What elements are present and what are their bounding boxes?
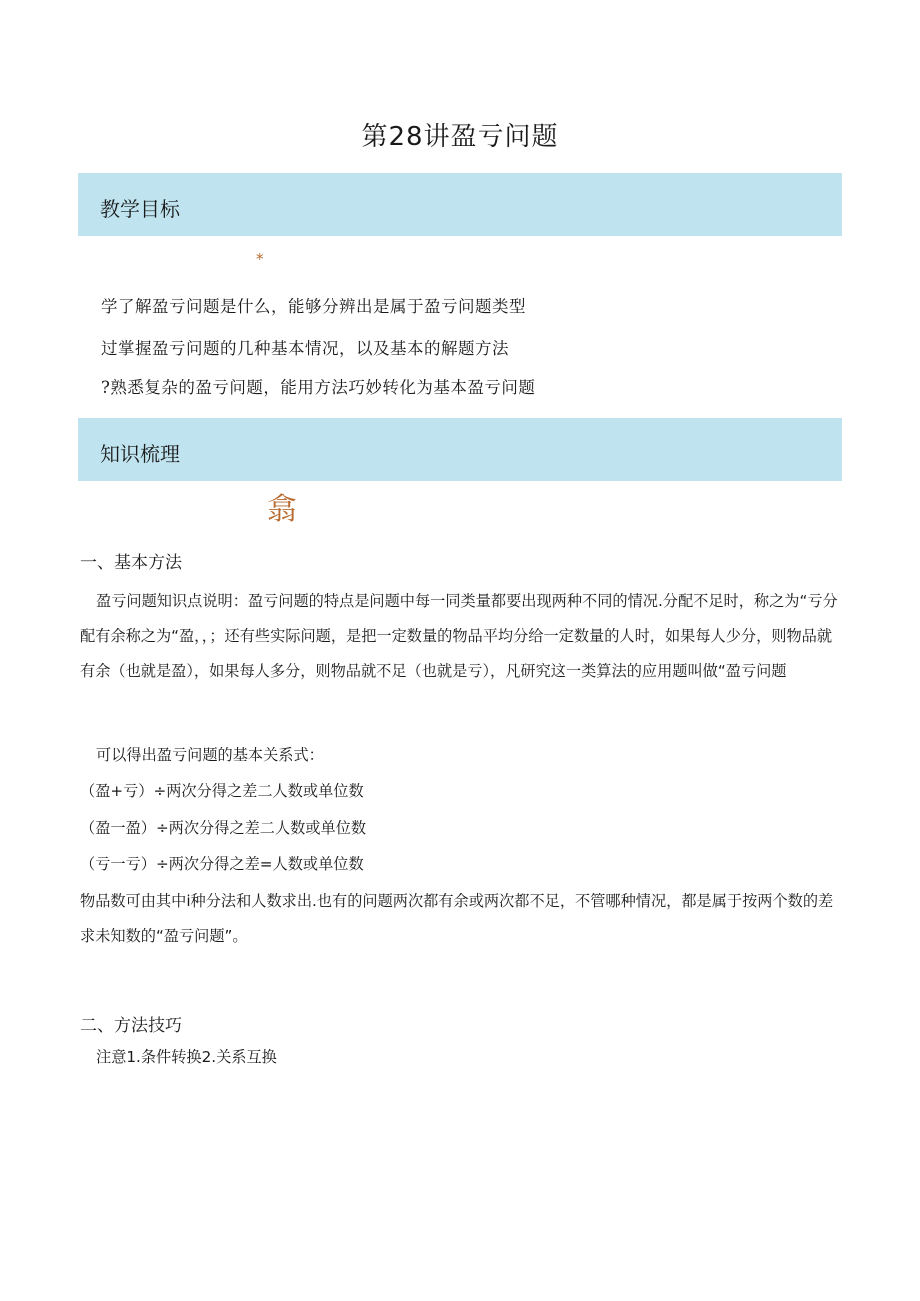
formula-2: （盈一盈）÷两次分得之差二人数或单位数 [80, 819, 367, 837]
formula-1: （盈+亏）÷两次分得之差二人数或单位数 [80, 782, 364, 800]
section-bar-knowledge [78, 418, 842, 481]
relation-intro: 可以得出盈亏问题的基本关系式： [96, 746, 324, 764]
section-bar-goals [78, 173, 842, 236]
objective-1: 学了解盈亏问题是什么，能够分辨出是属于盈亏问题类型 [101, 297, 526, 316]
closing-paragraph: 物品数可由其中i种分法和人数求出.也有的问题两次都有余或两次都不足，不管哪种情况，都是属于按两个数的差求未知数的“盈亏问题”。 [80, 892, 834, 945]
method-tips-heading: 二、方法技巧 [80, 1016, 182, 1036]
objective-2: 过掌握盈亏问题的几种基本情况，以及基本的解题方法 [101, 339, 509, 358]
basic-method-heading: 一、基本方法 [80, 553, 182, 573]
basic-paragraph: 盈亏问题知识点说明：盈亏问题的特点是问题中每一同类量都要出现两种不同的情况.分配不足时，称之为“亏分配有余称之为“盈，，；还有些实际问题，是把一定数量的物品平均分给一定数量的人时，如果每人少分，则物品就有余（也就是盈），如果每人多分，则物品就不足（也就是亏），凡研究这一类算法的应用题叫做“盈亏问题 [80, 592, 838, 680]
objective-3: ?熟悉复杂的盈亏问题，能用方法巧妙转化为基本盈亏问题 [101, 378, 536, 397]
page-title: 第28讲盈亏问题 [361, 122, 559, 152]
tips-note: 注意1.条件转换2.关系互换 [96, 1048, 277, 1066]
formula-3: （亏一亏）÷两次分得之差=人数或单位数 [80, 855, 364, 873]
decorative-glyph: 翕 [267, 492, 297, 527]
star-mark: * [256, 250, 264, 268]
section-heading-knowledge: 知识梳理 [100, 442, 180, 466]
section-heading-goals: 教学目标 [100, 197, 180, 221]
